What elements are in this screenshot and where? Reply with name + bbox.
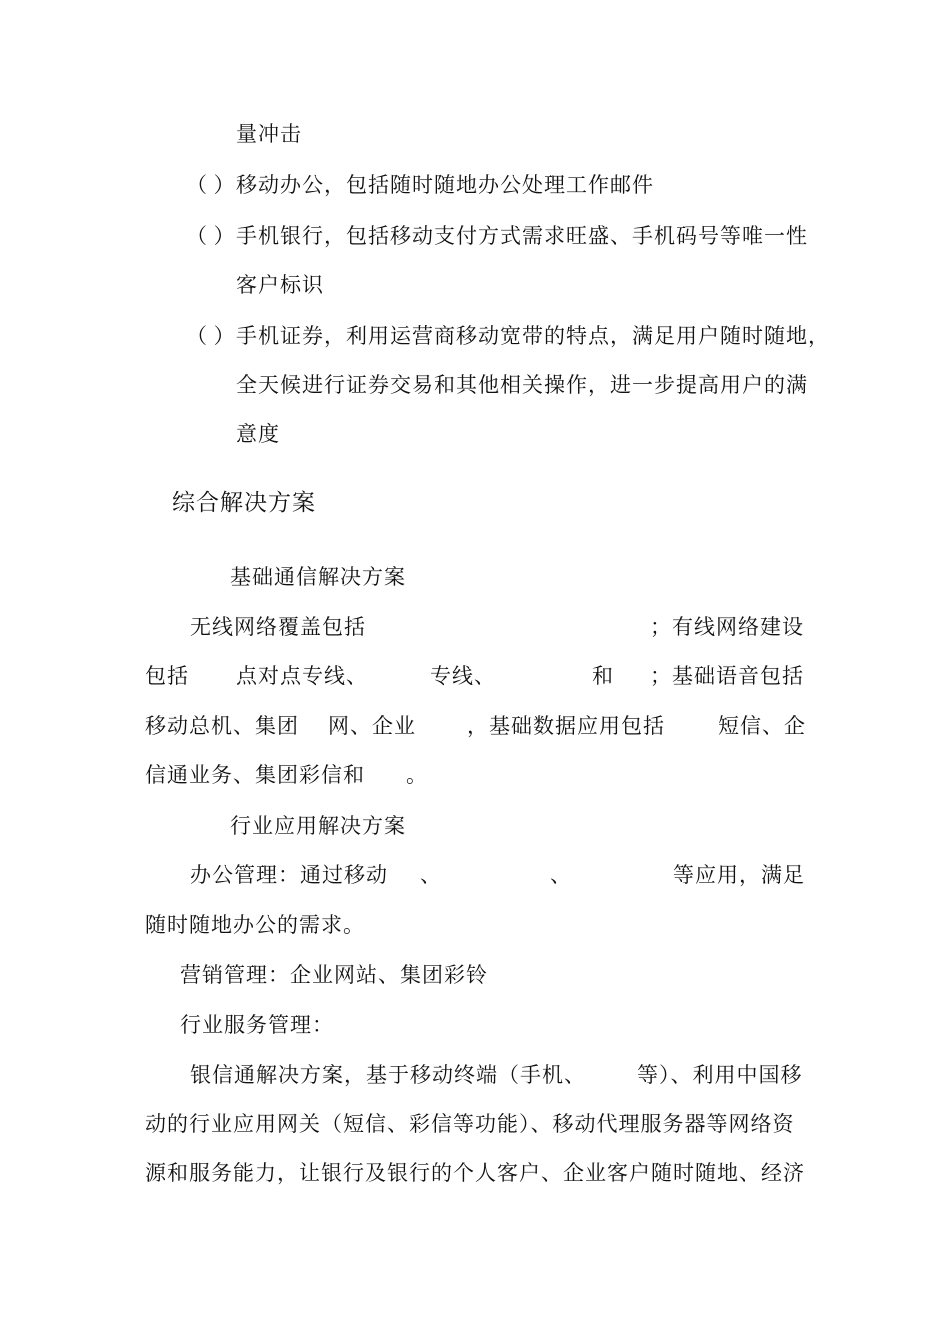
paragraph-text: 营销管理：企业网站、集团彩铃 <box>180 963 488 987</box>
paragraph-text: 移动总机、集团 <box>145 714 299 738</box>
subsection-title: 行业应用解决方案 <box>230 814 406 838</box>
list-item-marker: （ ） <box>186 173 235 197</box>
paragraph-text: 包括 <box>145 664 189 688</box>
paragraph-text: 动的行业应用网关（短信、彩信等功能）、移动代理服务器等网络资 <box>145 1112 795 1136</box>
section-title: 综合解决方案 <box>172 490 316 516</box>
paragraph-text: 等）、利用中国移 <box>637 1063 803 1087</box>
paragraph-text: ；基础语音包括 <box>650 664 804 688</box>
list-item-text: 全天候进行证券交易和其他相关操作，进一步提高用户的满 <box>236 373 808 397</box>
list-item-text: 手机银行，包括移动支付方式需求旺盛、手机码号等唯一性 <box>236 224 808 248</box>
paragraph-text: 短信、企 <box>718 714 806 738</box>
paragraph-text: ；有线网络建设 <box>650 615 804 639</box>
paragraph-text: 和 <box>592 664 614 688</box>
paragraph-text: 。 <box>406 763 428 787</box>
list-item-text: 客户标识 <box>236 273 324 297</box>
paragraph-text: 点对点专线、 <box>236 664 368 688</box>
list-continuation: 量冲击 <box>236 122 302 146</box>
paragraph-text: 银信通解决方案，基于移动终端（手机、 <box>190 1063 586 1087</box>
list-item-text: 意度 <box>236 422 280 446</box>
list-item-marker: （ ） <box>186 324 235 348</box>
paragraph-text: 专线、 <box>430 664 496 688</box>
paragraph-text: 无线网络覆盖包括 <box>190 615 366 639</box>
paragraph-text: 办公管理：通过移动 <box>190 863 388 887</box>
paragraph-text: 网、企业 <box>328 714 416 738</box>
paragraph-text: 行业服务管理： <box>180 1013 334 1037</box>
paragraph-text: 随时随地办公的需求。 <box>145 913 365 937</box>
paragraph-text: 、 <box>420 863 442 887</box>
paragraph-text: 信通业务、集团彩信和 <box>145 763 365 787</box>
subsection-title: 基础通信解决方案 <box>230 565 406 589</box>
paragraph-text: 、 <box>550 863 572 887</box>
list-item-marker: （ ） <box>186 224 235 248</box>
list-item-text: 手机证券，利用运营商移动宽带的特点，满足用户随时随地， <box>236 324 830 348</box>
paragraph-text: ，基础数据应用包括 <box>467 714 665 738</box>
list-item-text: 移动办公，包括随时随地办公处理工作邮件 <box>236 173 654 197</box>
paragraph-text: 源和服务能力，让银行及银行的个人客户、企业客户随时随地、经济 <box>145 1161 805 1185</box>
paragraph-text: 等应用，满足 <box>673 863 805 887</box>
